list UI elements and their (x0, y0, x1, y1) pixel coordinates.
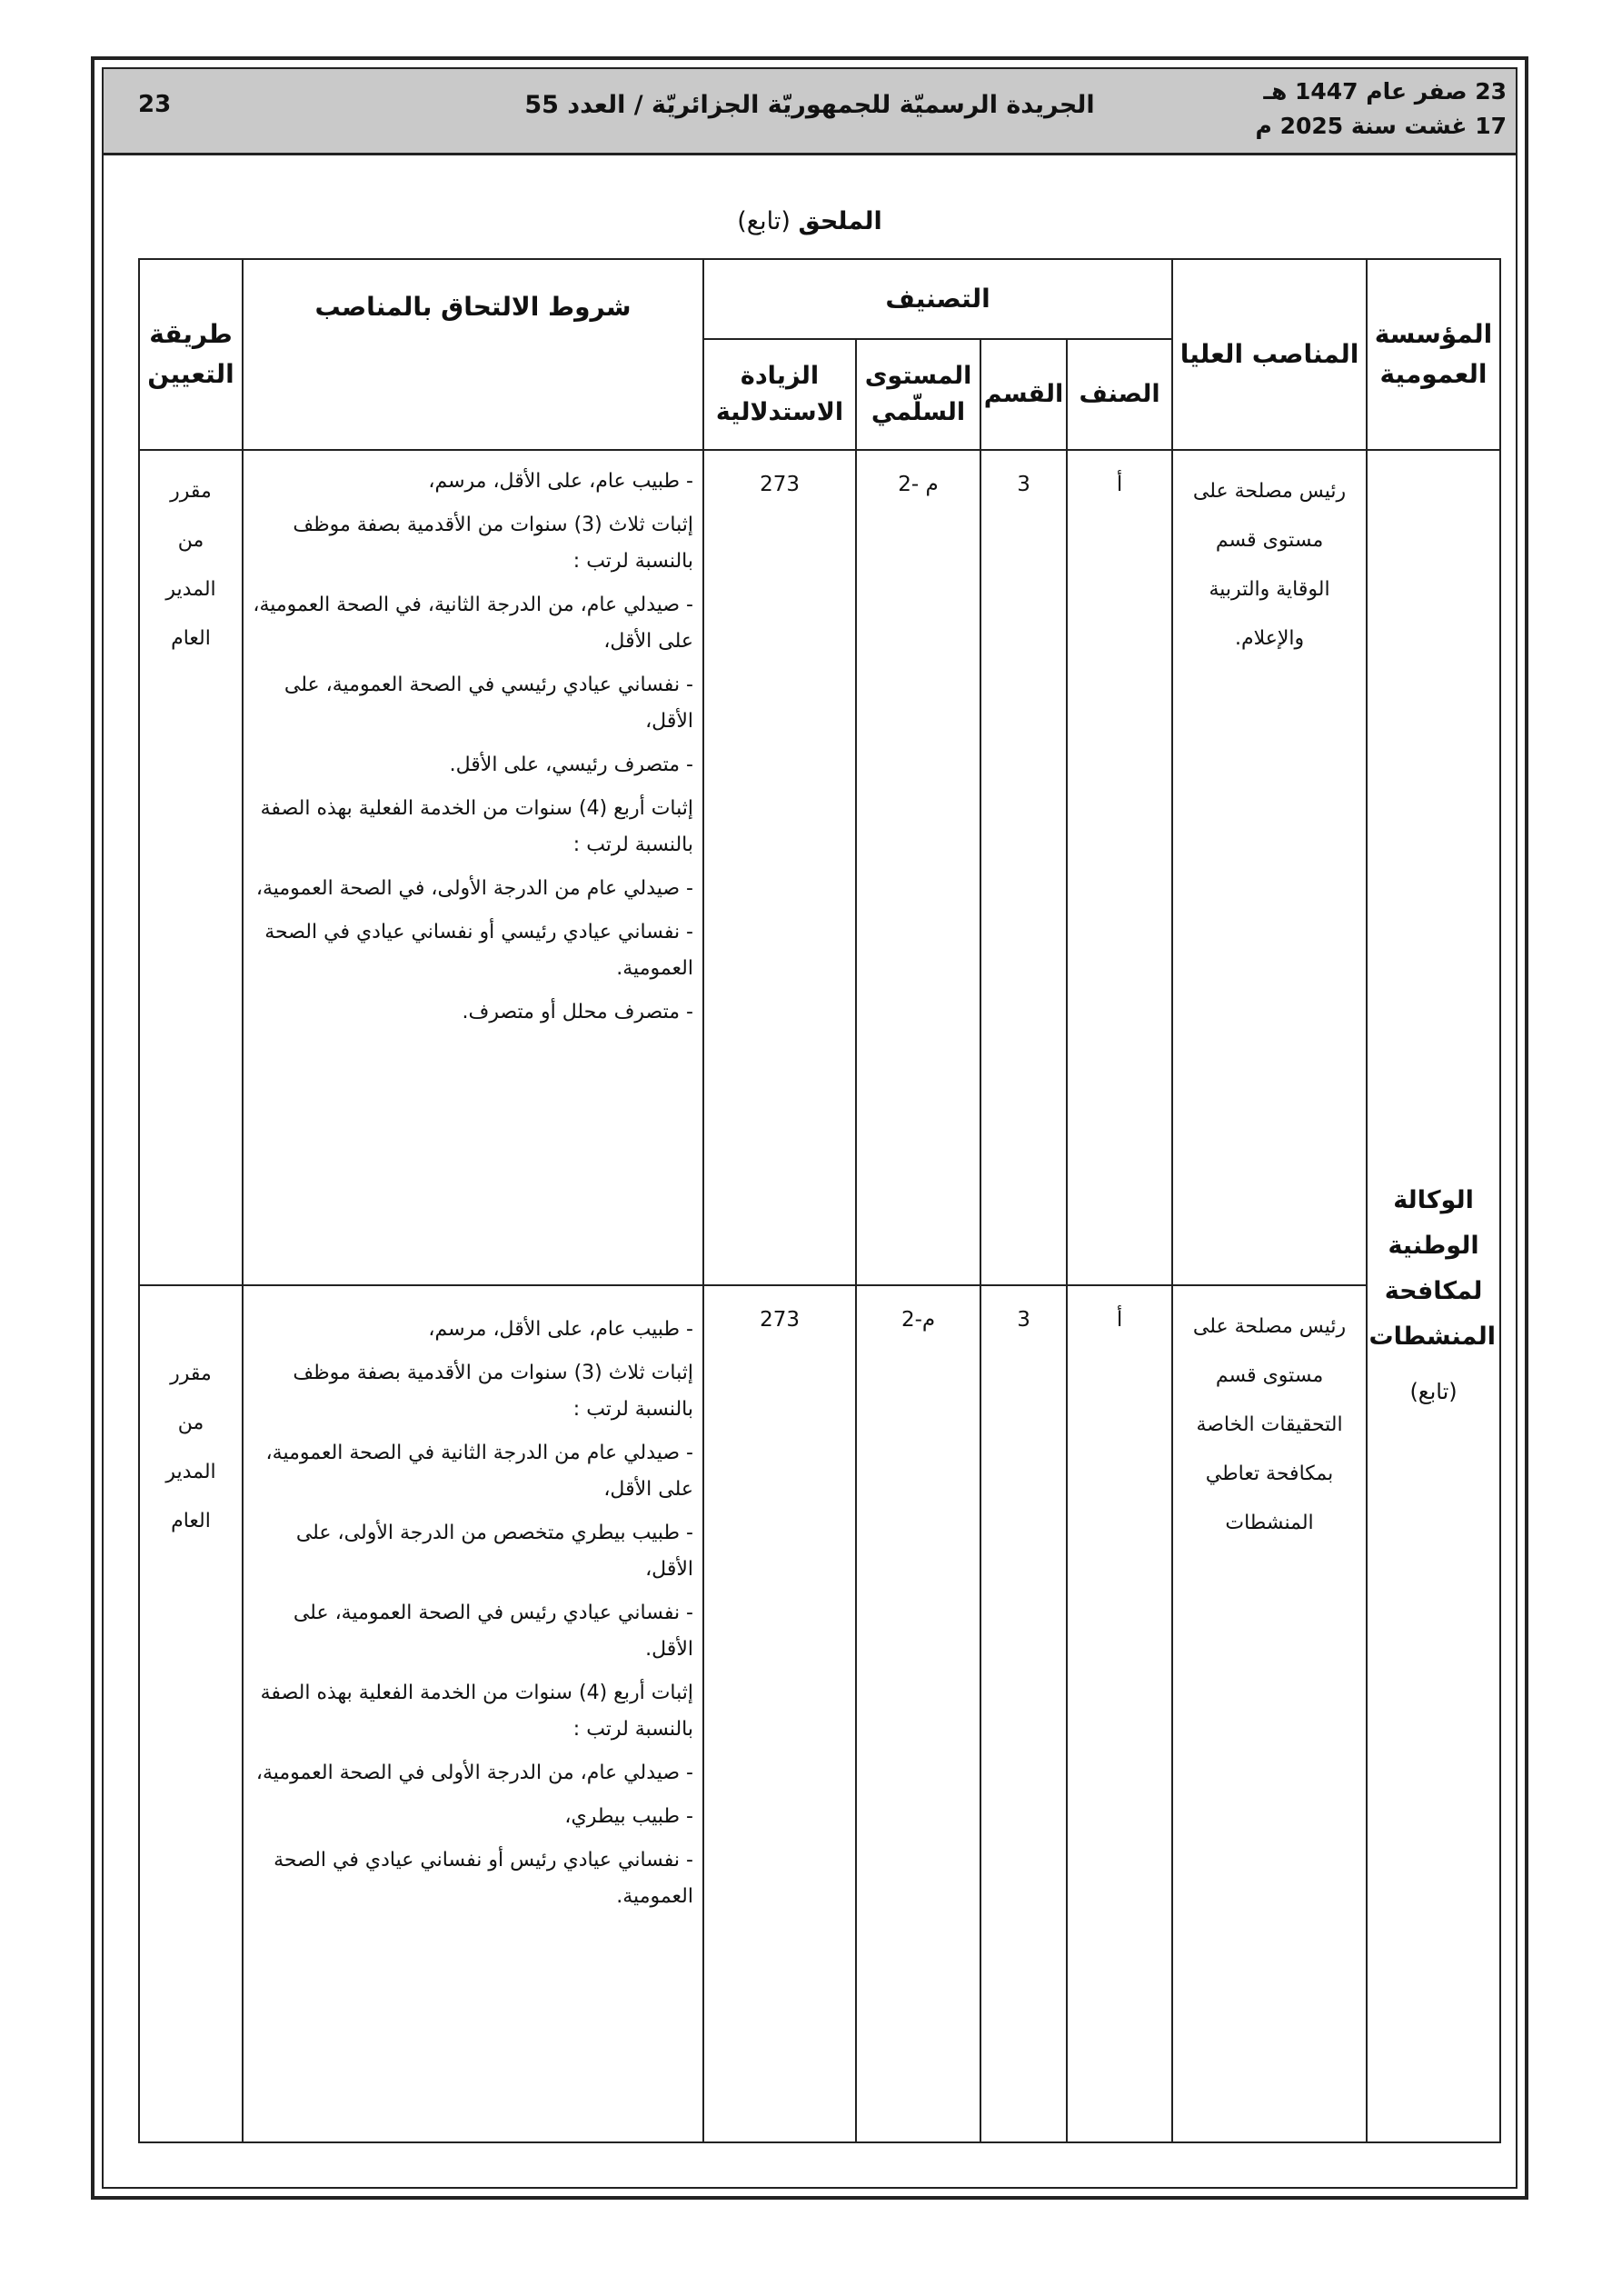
condition-line: - متصرف رئيسي، على الأقل. (449, 754, 693, 777)
condition-line: - صيدلي عام، من الدرجة الأولى في الصحة العمومية، (255, 1762, 693, 1785)
institution-follow: (تابع) (1409, 1379, 1458, 1405)
condition-line: - متصرف محلل أو متصرف. (462, 1001, 693, 1024)
condition-line: - نفساني عيادي رئيسي أو نفساني عيادي في الصحة العمومية. (264, 921, 693, 981)
appointment-cell: مقرر من المدير العام (139, 1285, 243, 2142)
col-category-header: الصنف (1067, 339, 1172, 450)
conditions-cell (243, 450, 703, 1285)
condition-line: - نفساني عيادي رئيسي في الصحة العمومية، على الأقل، (284, 674, 693, 734)
col-increment-header: الزيادة الاستدلالية (703, 339, 856, 450)
increment-cell: 273 (703, 450, 856, 1285)
col-conditions-header: شروط الالتحاق بالمناصب (243, 259, 703, 450)
col-institution-header: المؤسسة العمومية (1367, 259, 1500, 450)
annex-suffix: (تابع) (737, 207, 791, 235)
table-row (139, 1285, 1500, 2142)
condition-line: - صيدلي عام من الدرجة الأولى، في الصحة العمومية، (255, 877, 693, 901)
condition-line: - طبيب عام، على الأقل، مرسم، (428, 470, 693, 494)
col-level-header: المستوى السلّمي (856, 339, 980, 450)
institution-cell (1367, 450, 1500, 2142)
conditions-cell (243, 1285, 703, 2142)
header-row-1 (139, 259, 1500, 339)
increment-cell: 273 (703, 1285, 856, 2142)
condition-line: - صيدلي عام، من الدرجة الثانية، في الصحة العمومية، على الأقل، (253, 594, 693, 654)
annex-heading (104, 207, 1516, 235)
condition-line: إثبات ثلاث (3) سنوات من الأقدمية بصفة موظف بالنسبة لرتب : (293, 514, 693, 574)
condition-line: إثبات أربع (4) سنوات من الخدمة الفعلية بهذه الصفة بالنسبة لرتب : (260, 1682, 693, 1742)
table-row (139, 450, 1500, 1285)
condition-line: - نفساني عيادي رئيس في الصحة العمومية، على الأقل. (293, 1602, 693, 1662)
condition-line: - نفساني عيادي رئيس أو نفساني عيادي في الصحة العمومية. (274, 1849, 693, 1909)
institution-name: الوكالة الوطنية لمكافحة المنشطات (1368, 1186, 1497, 1352)
section-cell: 3 (980, 450, 1067, 1285)
level-cell: م-2 (856, 1285, 980, 2142)
condition-line: - طبيب بيطري متخصص من الدرجة الأولى، على الأقل، (295, 1522, 693, 1582)
condition-line: - طبيب بيطري، (564, 1805, 693, 1829)
condition-line: إثبات أربع (4) سنوات من الخدمة الفعلية بهذه الصفة بالنسبة لرتب : (260, 797, 693, 857)
page-frame (91, 56, 1528, 2200)
annex-title: الملحق (798, 207, 882, 235)
category-cell: أ (1067, 1285, 1172, 2142)
page-number: 23 (138, 91, 172, 118)
positions-table (138, 258, 1501, 2143)
level-cell: م -2 (856, 450, 980, 1285)
page-inner-frame (102, 67, 1518, 2189)
col-appointment-header: طريقة التعيين (139, 259, 243, 450)
condition-line: - صيدلي عام من الدرجة الثانية في الصحة العمومية، على الأقل، (265, 1442, 693, 1502)
condition-line: - طبيب عام، على الأقل، مرسم، (428, 1318, 693, 1342)
col-section-header: القسم (980, 339, 1067, 450)
gazette-title: الجريدة الرسميّة للجمهوريّة الجزائريّة / العدد 55 (524, 91, 1095, 119)
date-hijri: 23 صفر عام 1447 هـ (1263, 78, 1507, 105)
condition-line: إثبات ثلاث (3) سنوات من الأقدمية بصفة موظف بالنسبة لرتب : (293, 1362, 693, 1422)
position-cell: رئيس مصلحة على مستوى قسم التحقيقات الخاصة بمكافحة تعاطي المنشطات (1172, 1285, 1367, 2142)
date-gregorian: 17 غشت سنة 2025 م (1255, 113, 1507, 139)
category-cell: أ (1067, 450, 1172, 1285)
col-positions-header: المناصب العليا (1172, 259, 1367, 450)
gazette-header (104, 69, 1516, 155)
position-cell: رئيس مصلحة على مستوى قسم الوقاية والتربية والإعلام. (1172, 450, 1367, 1285)
col-classification-header: التصنيف (703, 259, 1172, 339)
appointment-cell: مقرر من المدير العام (139, 450, 243, 1285)
section-cell: 3 (980, 1285, 1067, 2142)
